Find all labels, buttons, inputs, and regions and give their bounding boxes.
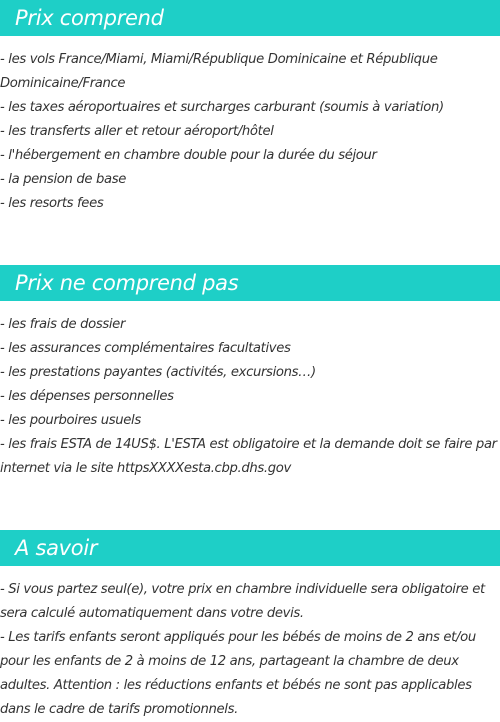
list-item: - les frais ESTA de 14US$. L'ESTA est obligatoire et la demande doit se faire par internet via le site httpsXXXXesta.cbp.dhs.gov: [0, 437, 497, 476]
list-item: - les prestations payantes (activités, excursions…): [0, 365, 316, 380]
notes-list: [0, 578, 500, 722]
section-banner: [0, 265, 500, 301]
included-list: [0, 48, 500, 216]
section-banner: [0, 530, 500, 566]
list-item: - les taxes aéroportuaires et surcharges carburant (soumis à variation): [0, 100, 444, 115]
section-banner: [0, 0, 500, 36]
section-prix-comprend: [0, 0, 500, 216]
list-item: - l'hébergement en chambre double pour la durée du séjour: [0, 148, 377, 163]
list-item: - les transferts aller et retour aéroport/hôtel: [0, 124, 274, 139]
list-item: - les vols France/Miami, Miami/République Dominicaine et République Dominicaine/France: [0, 52, 438, 91]
list-item: - les dépenses personnelles: [0, 389, 174, 404]
list-item: - la pension de base: [0, 172, 126, 187]
section-title: Prix ne comprend pas: [15, 270, 239, 295]
list-item: - les resorts fees: [0, 196, 104, 211]
section-title: Prix comprend: [15, 5, 164, 30]
list-item: - Les tarifs enfants seront appliqués pour les bébés de moins de 2 ans et/ou pour les enfants de 2 à moins de 12 ans, partageant la chambre de deux adultes. Attention : les réductions enfants et bébés ne sont pas applicables dans le cadre de tarifs promotionnels.: [0, 630, 476, 717]
list-item: - les frais de dossier: [0, 317, 126, 332]
list-item: - les assurances complémentaires facultatives: [0, 341, 291, 356]
section-title: A savoir: [15, 535, 98, 560]
section-a-savoir: [0, 530, 500, 722]
list-item: - les pourboires usuels: [0, 413, 141, 428]
section-prix-ne-comprend-pas: [0, 265, 500, 481]
list-item: - Si vous partez seul(e), votre prix en chambre individuelle sera obligatoire et sera calculé automatiquement dans votre devis.: [0, 582, 485, 621]
excluded-list: [0, 313, 500, 481]
